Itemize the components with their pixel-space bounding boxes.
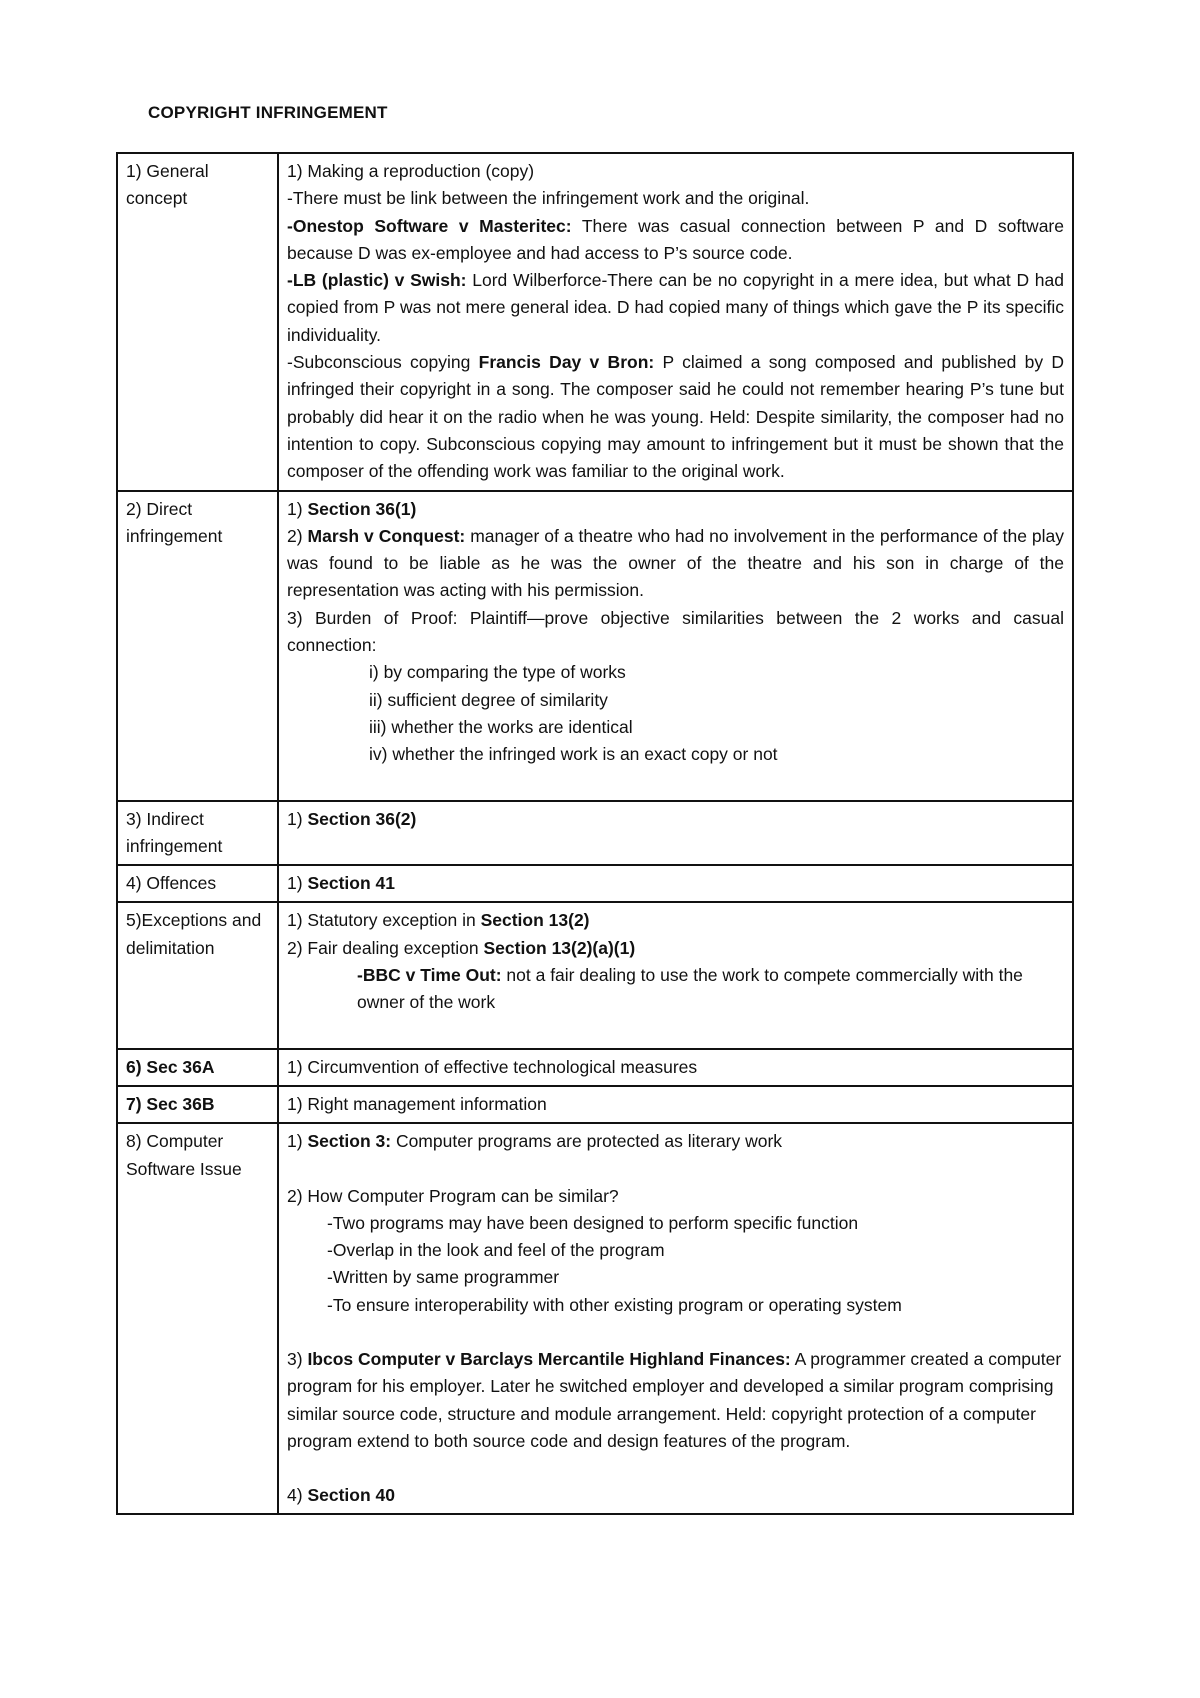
text: -Written by same programmer [327,1267,560,1288]
paragraph [287,935,1064,962]
bold-text: Section 41 [307,873,395,894]
paragraph [287,1237,1064,1264]
blank-line [287,769,1064,796]
row-label [117,1123,278,1514]
table-row [117,153,1073,491]
paragraph [287,185,1064,212]
table-row [117,491,1073,801]
text: 1) [287,498,308,519]
bold-text: Francis Day v Bron: [478,352,655,373]
table-row [117,1123,1073,1514]
paragraph [287,1183,1064,1210]
table-row [117,801,1073,866]
row-content [278,865,1073,902]
paragraph [287,1482,1064,1509]
text: i) by comparing the type of works [369,662,626,683]
bold-text: Section 3: [307,1131,392,1152]
bold-text: Section 13(2) [480,910,590,931]
row-content [278,491,1073,801]
text: 1) Making a reproduction (copy) [287,161,535,181]
table-row [117,902,1073,1048]
blank-line [287,1017,1064,1044]
paragraph [287,605,1064,660]
row-label [117,865,278,902]
paragraph [287,962,1064,1017]
row-label-text: 1) General concept [126,161,209,209]
blank-line [287,1156,1064,1183]
row-label [117,491,278,801]
paragraph [287,1210,1064,1237]
paragraph [287,267,1064,349]
paragraph [287,907,1064,934]
notes-table [116,152,1074,1515]
paragraph [287,1128,1064,1155]
bold-text: Section 13(2)(a)(1) [483,937,636,958]
paragraph [287,496,1064,523]
bold-text: -Onestop Software v Masteritec: [287,215,572,236]
text: -There must be link between the infringement work and the original. [287,188,810,209]
paragraph [287,349,1064,485]
row-content [278,1123,1073,1514]
row-label-text: 6) Sec 36A [126,1056,215,1077]
table-row [117,865,1073,902]
row-label-text: 5)Exceptions and delimitation [126,910,262,958]
bold-text: Ibcos Computer v Barclays Mercantile Highland Finances: [307,1348,791,1369]
blank-line [287,1455,1064,1482]
text: -Overlap in the look and feel of the program [327,1240,665,1261]
text: 1) Right management information [287,1093,547,1114]
text: iv) whether the infringed work is an exact copy or not [369,744,778,765]
text: 2) Fair dealing exception [287,937,484,958]
text: There was casual connection between P and D software because D was ex-employee and had access to P’s source code. [287,215,1064,263]
row-label-text: 4) Offences [126,873,217,894]
text: Lord Wilberforce-There can be no copyright in a mere idea, but what D had copied from P was not mere general idea. D had copied many of things which gave the P its specific individuality. [287,270,1064,345]
text: 3) Burden of Proof: Plaintiff—prove objective similarities between the 2 works and casual connection: [287,607,1064,656]
text: P claimed a song composed and published by D infringed their copyright in a song. The composer said he could not remember hearing P’s tune but probably did hear it on the radio when he was young. Held: Despite similarity, the composer had no intention to copy. Subconscious copying may amount to infringement but it must be shown that the composer of the offending work was familiar to the original work. [287,352,1064,482]
row-content [278,801,1073,866]
text: manager of a theatre who had no involvement in the performance of the play was found to be liable as he was the owner of the theatre and his son in charge of the representation was acting with his permission. [287,525,1064,601]
text: not a fair dealing to use the work to compete commercially with the owner of the work [357,965,1023,1013]
bold-text: Marsh v Conquest: [307,525,466,546]
text: 1) Circumvention of effective technological measures [287,1056,698,1077]
paragraph [287,1091,1064,1118]
text: -Two programs may have been designed to perform specific function [327,1212,859,1233]
table-row [117,1086,1073,1123]
table-row [117,1049,1073,1086]
row-content [278,902,1073,1048]
text: 1) [287,1131,308,1152]
text: 2) How Computer Program can be similar? [287,1185,619,1206]
row-content [278,1049,1073,1086]
paragraph [287,687,1064,714]
text: A programmer created a computer program for his employer. Later he switched employer and developed a similar program comprising similar source code, structure and module arrangement. Held: copyright protection of a computer program extend to both source code and design features of the program. [287,1348,1062,1451]
paragraph [287,741,1064,768]
row-label [117,902,278,1048]
text: 1) Statutory exception in [287,910,481,931]
paragraph [287,158,1064,185]
paragraph [287,870,1064,897]
text: ii) sufficient degree of similarity [369,689,608,710]
row-label [117,801,278,866]
bold-text: Section 36(2) [307,808,417,829]
bold-text: Section 36(1) [307,498,417,519]
paragraph [287,1264,1064,1291]
text: 2) [287,525,308,546]
text: -To ensure interoperability with other existing program or operating system [327,1294,902,1315]
row-content [278,153,1073,491]
paragraph [287,213,1064,268]
page-title: COPYRIGHT INFRINGEMENT [148,103,388,122]
paragraph [287,714,1064,741]
blank-line [287,1319,1064,1346]
row-label-text: 7) Sec 36B [126,1093,215,1114]
paragraph [287,1054,1064,1081]
row-content [278,1086,1073,1123]
bold-text: Section 40 [307,1485,395,1506]
text: 1) [287,808,308,829]
bold-text: -LB (plastic) v Swish: [287,270,467,291]
text: iii) whether the works are identical [369,716,633,737]
row-label-text: 2) Direct infringement [126,498,223,546]
bold-text: -BBC v Time Out: [357,965,502,986]
paragraph [287,523,1064,605]
row-label-text: 3) Indirect infringement [126,808,223,856]
paragraph [287,659,1064,686]
text: 3) [287,1348,308,1369]
text: 4) [287,1485,308,1506]
text: 1) [287,873,308,894]
text: -Subconscious copying [287,352,479,373]
text: Computer programs are protected as literary work [391,1131,783,1152]
row-label [117,1086,278,1123]
paragraph [287,806,1064,833]
row-label [117,153,278,491]
paragraph [287,1292,1064,1319]
row-label [117,1049,278,1086]
row-label-text: 8) Computer Software Issue [126,1131,242,1179]
paragraph [287,1346,1064,1455]
